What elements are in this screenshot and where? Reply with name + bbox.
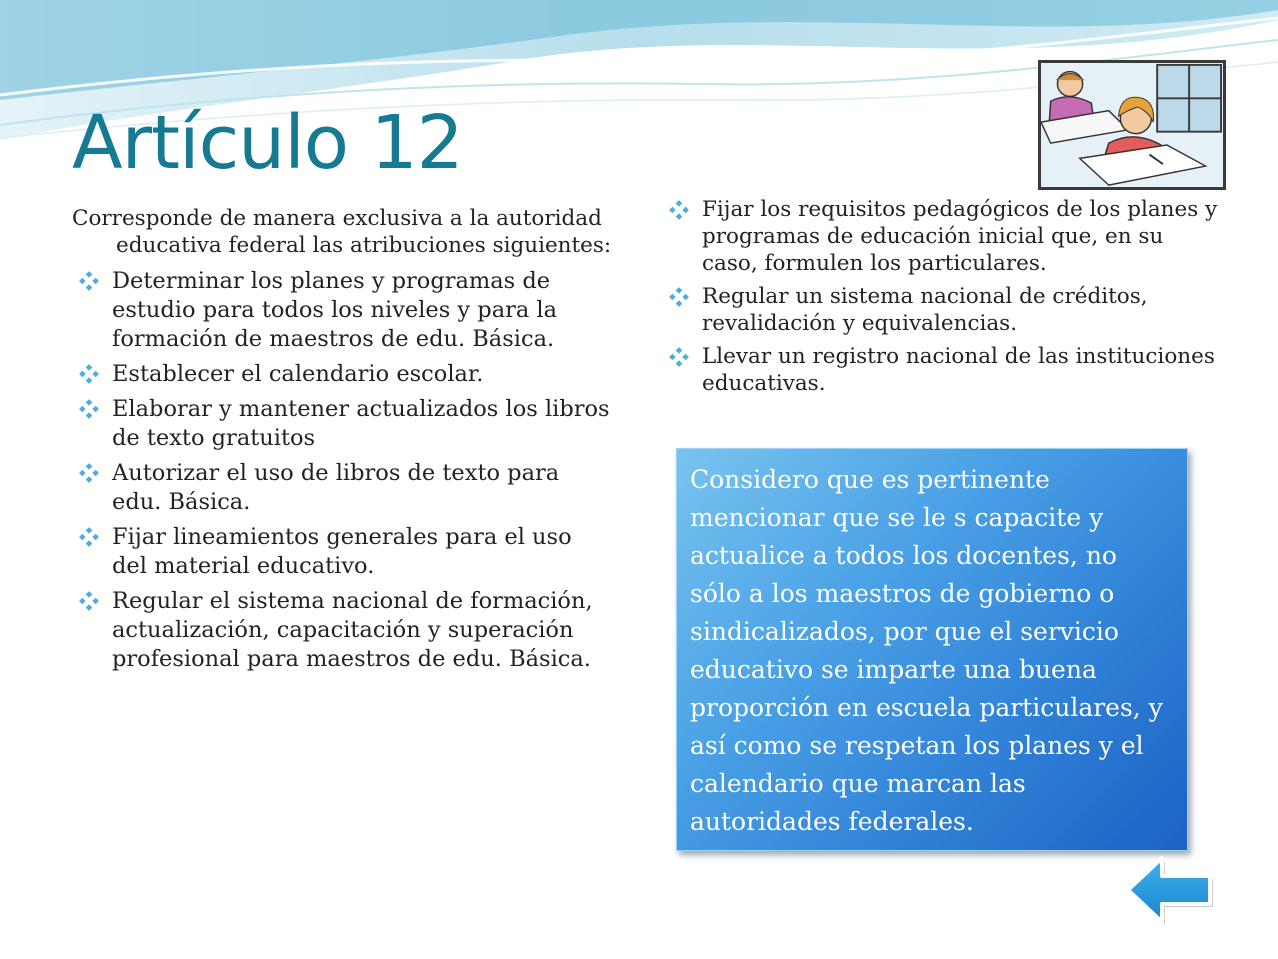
diamond-bullet-icon [78, 398, 100, 420]
slide-title: Artículo 12 [72, 100, 463, 186]
diamond-bullet-icon [78, 526, 100, 548]
list-item [662, 343, 1222, 397]
diamond-bullet-icon [668, 346, 690, 368]
list-item [72, 360, 612, 389]
list-item [662, 283, 1222, 337]
diamond-bullet-icon [668, 199, 690, 221]
list-item [72, 459, 612, 517]
bullet-text: Elaborar y mantener actualizados los libros de texto gratuitos [112, 396, 610, 451]
bullet-text: Fijar los requisitos pedagógicos de los planes y programas de educación inicial que, en su caso, formulen los particulares. [702, 197, 1218, 276]
back-arrow-icon [1128, 858, 1213, 925]
note-box [676, 448, 1188, 851]
back-arrow-button[interactable] [1124, 852, 1216, 926]
list-item [72, 523, 612, 581]
left-column [72, 205, 612, 680]
intro-text: Corresponde de manera exclusiva a la autoridad educativa federal las atribuciones siguientes: [72, 206, 612, 258]
list-item [72, 587, 612, 674]
bullet-text: Regular el sistema nacional de formación, actualización, capacitación y superación profesional para maestros de edu. Básica. [112, 588, 593, 672]
list-item [72, 395, 612, 453]
diamond-bullet-icon [78, 270, 100, 292]
bullet-text: Establecer el calendario escolar. [112, 361, 484, 387]
bullet-text: Fijar lineamientos generales para el uso del material educativo. [112, 524, 572, 579]
left-bullet-list [72, 267, 612, 674]
diamond-bullet-icon [78, 363, 100, 385]
list-item [72, 267, 612, 354]
bullet-text: Autorizar el uso de libros de texto para edu. Básica. [112, 460, 560, 515]
diamond-bullet-icon [78, 590, 100, 612]
bullet-text: Regular un sistema nacional de créditos, revalidación y equivalencias. [702, 284, 1148, 336]
right-bullet-list [662, 196, 1222, 397]
diamond-bullet-icon [668, 286, 690, 308]
bullet-text: Llevar un registro nacional de las instituciones educativas. [702, 344, 1215, 396]
students-writing-clipart [1038, 60, 1226, 190]
diamond-bullet-icon [78, 462, 100, 484]
bullet-text: Determinar los planes y programas de estudio para todos los niveles y para la formación de maestros de edu. Básica. [112, 268, 558, 352]
list-item [662, 196, 1222, 277]
right-column [662, 196, 1222, 403]
note-text: Considero que es pertinente mencionar que se le s capacite y actualice a todos los docentes, no sólo a los maestros de gobierno o sindicalizados, por que el servicio educativo se imparte una buena proporción en escuela particulares, y así como se respetan los planes y el calendario que marcan las autoridades federales. [690, 465, 1163, 836]
